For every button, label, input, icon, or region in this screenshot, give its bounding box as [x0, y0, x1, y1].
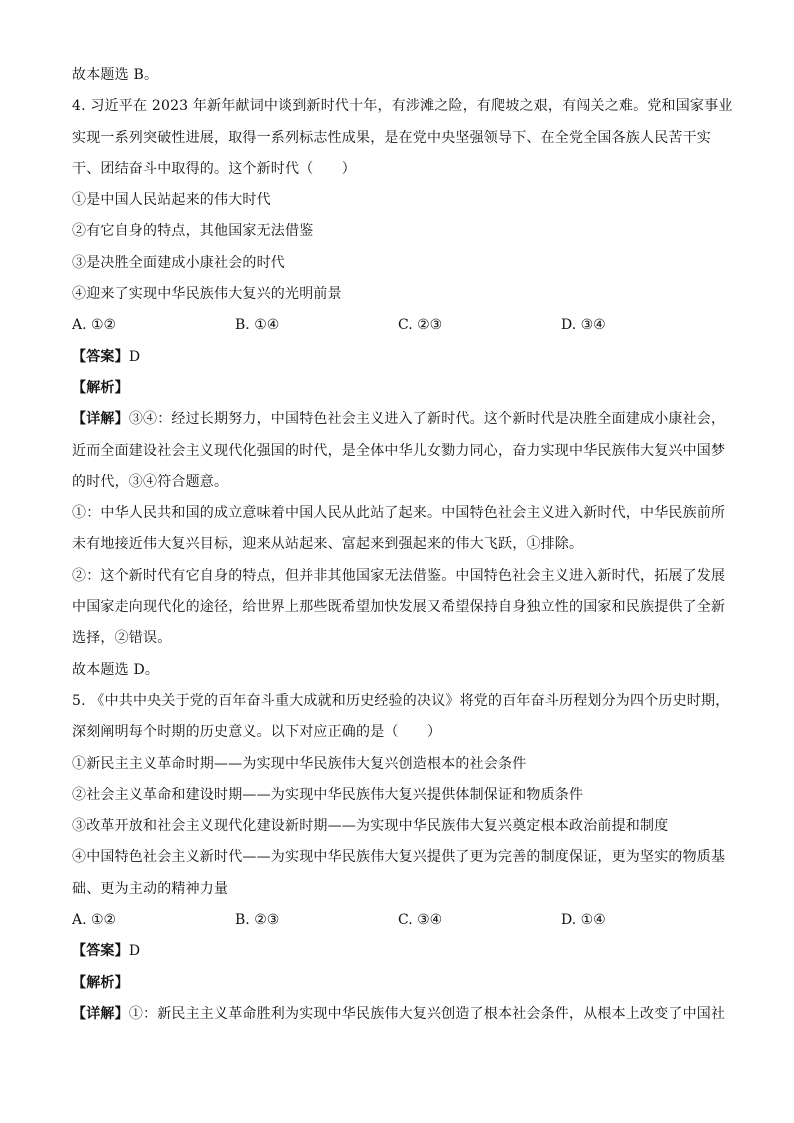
q5-statement: ③改革开放和社会主义现代化建设新时期——为实现中华民族伟大复兴奠定根本政治前提和制度: [72, 818, 669, 835]
q4-statement: ④迎来了实现中华民族伟大复兴的光明前景: [72, 286, 342, 303]
q5-stem-line: 5. 《中共中央关于党的百年奋斗重大成就和历史经验的决议》将党的百年奋斗历程划分为四个历史时期，: [72, 692, 730, 709]
q5-answer-tag: 【答案】: [72, 943, 129, 960]
q5-statement: ①新民主主义革命时期——为实现中华民族伟大复兴创造根本的社会条件: [72, 755, 527, 772]
q4-detail-line: ②：这个新时代有它自身的特点，但并非其他国家无法借鉴。中国特色社会主义进入新时代，拓展了发展: [72, 567, 726, 584]
q5-option-c: C. ③④: [398, 912, 443, 929]
q5-answer: [72, 936, 732, 967]
question-5: [72, 686, 732, 1030]
q5-analysis-tag: 【解析】: [72, 974, 129, 991]
q4-option-c: C. ②③: [398, 317, 443, 334]
q4-detail-text: ③④：经过长期努力，中国特色社会主义进入了新时代。这个新时代是决胜全面建成小康社会，: [128, 411, 726, 428]
q4-option-d: D. ③④: [561, 317, 606, 334]
q4-answer: [72, 342, 732, 373]
q4-detail-line: [72, 404, 732, 435]
q5-option-a: A. ①②: [72, 912, 117, 929]
q4-detail-line: ①：中华人民共和国的成立意味着中国人民从此站了起来。中国特色社会主义进入新时代，中华民族前所: [72, 505, 726, 522]
q4-detail-line: 的时代，③④符合题意。: [72, 473, 229, 490]
q4-detail-tag: 【详解】: [72, 411, 129, 428]
q3-conclusion: 故本题选 B。: [72, 67, 159, 83]
q4-analysis-tag: 【解析】: [72, 379, 129, 396]
q5-option-d: D. ①④: [561, 912, 606, 929]
q5-statement: 础、更为主动的精神力量: [72, 880, 229, 897]
q4-stem-line: 实现一系列突破性进展，取得一系列标志性成果，是在党中央坚强领导下、在全党全国各族人民苦干实: [72, 129, 711, 146]
q5-statement: ④中国特色社会主义新时代——为实现中华民族伟大复兴提供了更为完善的制度保证，更为坚实的物质基: [72, 849, 726, 866]
q4-answer-value: D: [128, 348, 141, 365]
q4-detail-line: 选择，②错误。: [72, 630, 172, 647]
q4-option-a: A. ①②: [72, 317, 117, 334]
q4-conclusion: 故本题选 D。: [72, 661, 160, 678]
q5-detail-line: [72, 999, 732, 1030]
q5-detail-tag: 【详解】: [72, 1005, 129, 1022]
q5-analysis: [72, 968, 732, 999]
q4-detail-line: 未有地接近伟大复兴目标，迎来从站起来、富起来到强起来的伟大飞跃，①排除。: [72, 536, 584, 553]
q4-detail-line: 中国家走向现代化的途径，给世界上那些既希望加快发展又希望保持自身独立性的国家和民族提供了全新: [72, 599, 726, 616]
q4-options: [72, 310, 732, 341]
question-4: [72, 91, 732, 686]
q4-statement: ②有它自身的特点，其他国家无法借鉴: [72, 223, 314, 240]
q5-statement: ②社会主义革命和建设时期——为实现中华民族伟大复兴提供体制保证和物质条件: [72, 786, 584, 803]
document-page: [72, 60, 732, 1030]
q5-options: [72, 905, 732, 936]
q5-option-b: B. ②③: [235, 912, 280, 929]
q5-detail-text: ①：新民主主义革命胜利为实现中华民族伟大复兴创造了根本社会条件，从根本上改变了中国社: [128, 1005, 726, 1022]
q4-analysis: [72, 373, 732, 404]
q4-stem-line: 干、团结奋斗中取得的。这个新时代（ ）: [72, 160, 356, 177]
q5-stem-line: 深刻阐明每个时期的历史意义。以下对应正确的是（ ）: [72, 724, 442, 741]
q4-statement: ①是中国人民站起来的伟大时代: [72, 192, 271, 209]
q4-stem-line: 4. 习近平在 2023 年新年献词中谈到新时代十年，有涉滩之险，有爬坡之艰，有闯关之难。党和国家事业: [72, 98, 733, 115]
q4-statement: ③是决胜全面建成小康社会的时代: [72, 254, 285, 271]
q4-detail-line: 近而全面建设社会主义现代化强国的时代，是全体中华儿女勠力同心，奋力实现中华民族伟大复兴中国梦: [72, 442, 726, 459]
q4-option-b: B. ①④: [235, 317, 280, 334]
q4-answer-tag: 【答案】: [72, 348, 129, 365]
q5-answer-value: D: [128, 943, 141, 960]
